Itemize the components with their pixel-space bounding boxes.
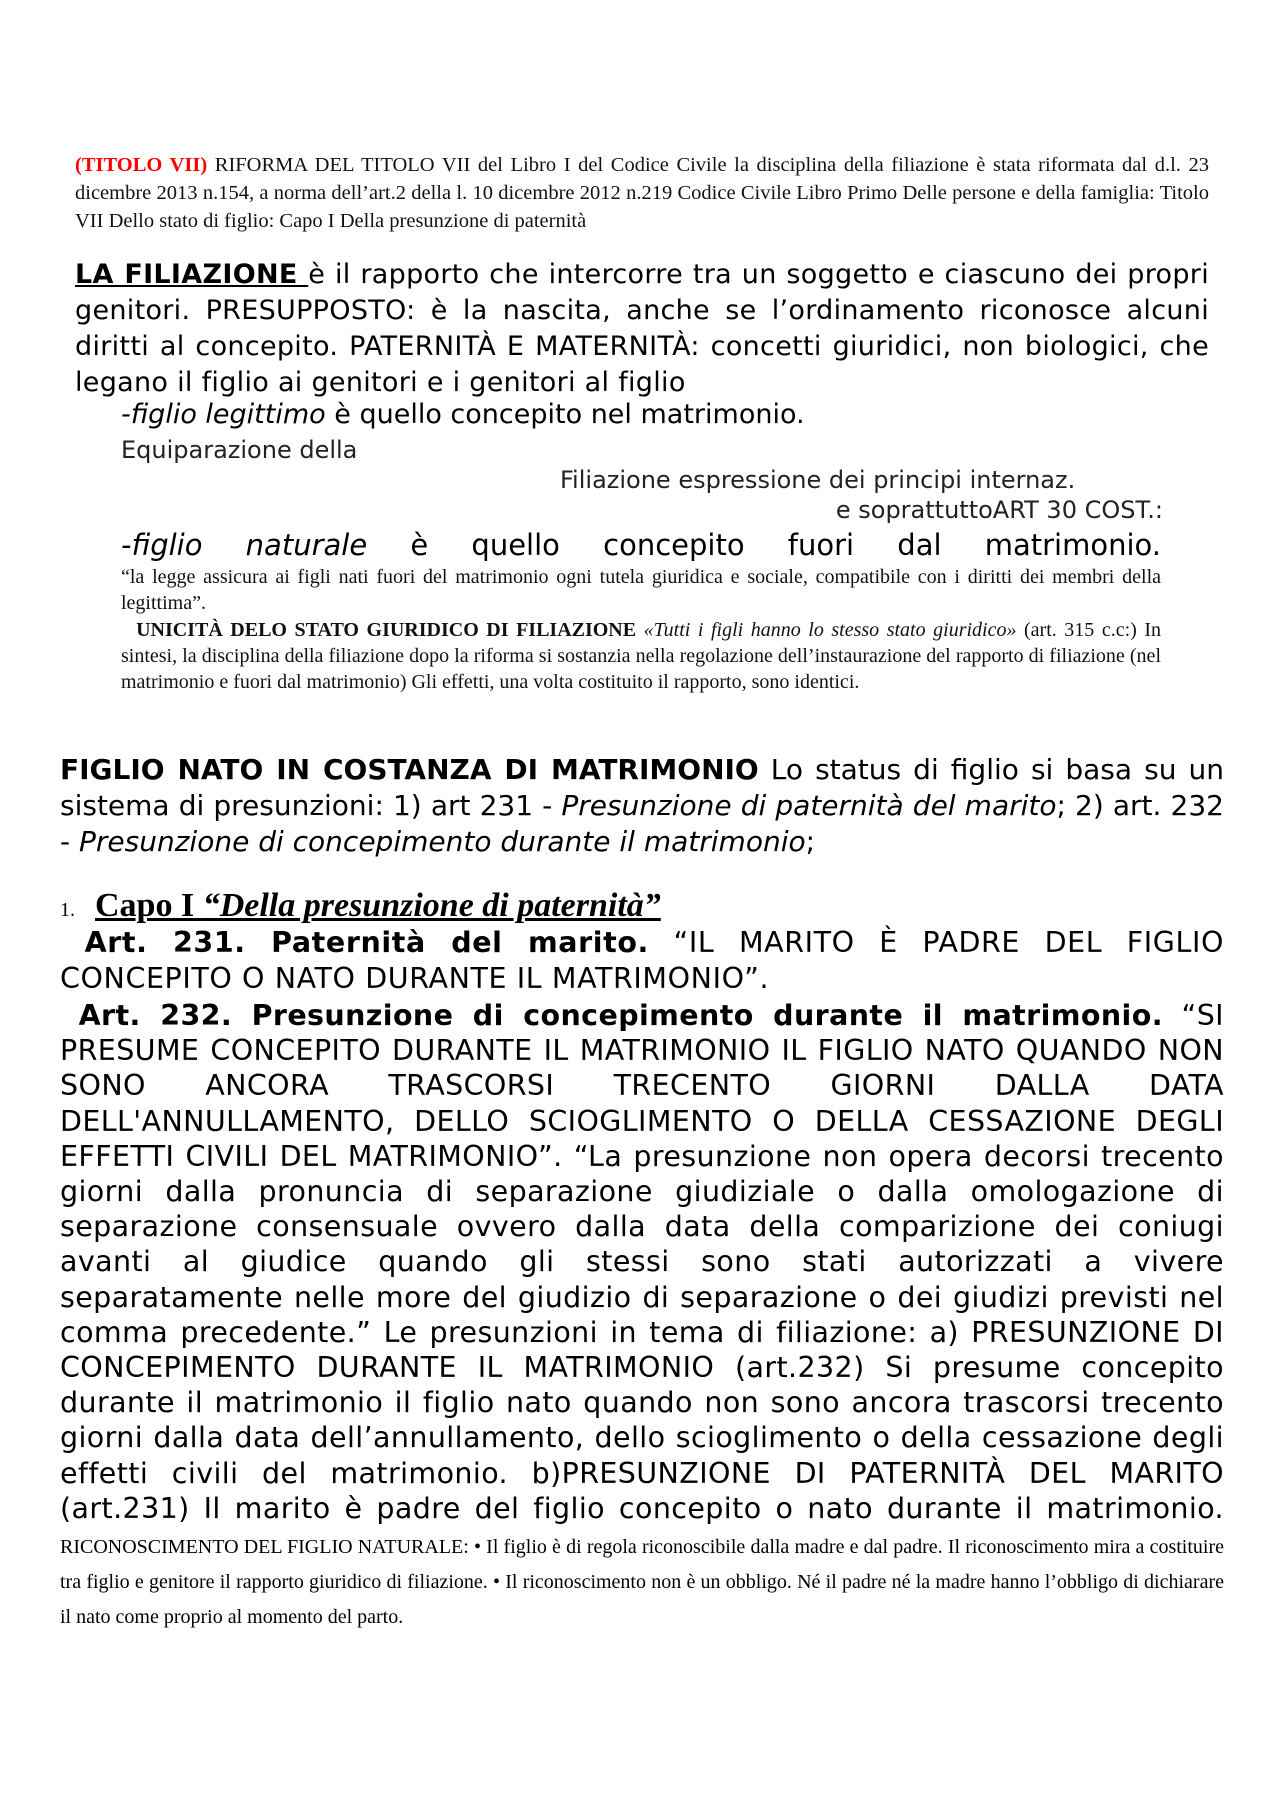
figlio-legittimo-text: è quello concepito nel matrimonio. — [325, 399, 805, 430]
filiazione-heading: LA FILIAZIONE — [75, 259, 309, 290]
riconoscimento-text: RICONOSCIMENTO DEL FIGLIO NATURALE: • Il figlio è di regola riconoscibile dalla madre e dal padre. Il riconoscimento mira a costituire tra figlio e genitore il rapporto giuridico di filiazione. • Il riconoscimento non è un obbligo. Né il padre né la madre hanno l’obbligo di dichiarare il nato come proprio al momento del parto. — [60, 1536, 1224, 1629]
unicita-text: (art. 315 c.c:) In sintesi, la disciplina della filiazione dopo la riforma si sostanzia nella regolazione dell’instaurazione del rapporto di filiazione (nel matrimonio e fuori dal matrimonio) Gli effetti, una volta costituito il rapporto, sono identici. — [121, 619, 1162, 693]
unicita-quote: «Tutti i figli hanno lo stesso stato giuridico» — [643, 619, 1017, 641]
unicita-paragraph — [121, 617, 1161, 695]
figlio-legittimo-line — [121, 397, 1121, 433]
figlio-naturale-term: -figlio naturale — [121, 528, 368, 562]
art232-heading: Art. 232. Presunzione di concepimento durante il matrimonio. — [78, 999, 1163, 1032]
costanza-italic1: Presunzione di paternità del marito — [561, 789, 1057, 822]
capo-title — [95, 887, 661, 924]
costanza-italic2: Presunzione di concepimento durante il matrimonio — [79, 825, 806, 858]
filiazione-internaz-line2: e soprattuttoART 30 COST.: — [835, 496, 1163, 524]
art232-paragraph — [60, 998, 1224, 1632]
capo-number: 1. — [60, 899, 75, 921]
costanza-text1: Lo status di figlio si basa su un sistema di presunzioni: 1) art 231 - — [60, 753, 1224, 822]
costanza-paragraph — [60, 752, 1224, 860]
capo-title-italic: “Della presunzione di paternità” — [202, 887, 661, 924]
titolo-ref: (TITOLO VII) — [75, 154, 208, 176]
costanza-text2: ; 2) art. 232 - — [60, 789, 1224, 858]
art231-paragraph — [60, 925, 1224, 997]
capo-label: Capo I — [95, 887, 203, 924]
intro-text: RIFORMA DEL TITOLO VII del Libro I del Codice Civile la disciplina della filiazione è stata riformata dal d.l. 23 dicembre 2013 n.154, a norma dell’art.2 della l. 10 dicembre 2012 n.219 Codice Civile Libro Primo Delle persone e della famiglia: Titolo VII Dello stato di figlio: Capo I Della presunzione di paternità — [75, 154, 1209, 232]
figlio-legittimo-term: -figlio legittimo — [121, 399, 326, 430]
filiazione-internaz-line1: Filiazione espressione dei principi internaz. — [560, 466, 1076, 494]
art231-heading: Art. 231. Paternità del marito. — [84, 926, 649, 959]
figlio-naturale-text: è quello concepito fuori dal matrimonio. — [367, 528, 1161, 562]
costanza-text3: ; — [805, 825, 816, 858]
art232-text: “SI PRESUME CONCEPITO DURANTE IL MATRIMONIO IL FIGLIO NATO QUANDO NON SONO ANCORA TRASCORSI TRECENTO GIORNI DALLA DATA DELL'ANNULLAMENTO, DELLO SCIOGLIMENTO O DELLA CESSAZIONE DEGLI EFFETTI CIVILI DEL MATRIMONIO”. “La presunzione non opera decorsi trecento giorni dalla pronuncia di separazione giudiziale o dalla omologazione di separazione consensuale ovvero dalla data della comparizione dei coniugi avanti al giudice quando gli stessi sono stati autorizzati a vivere separatamente nelle more del giudizio di separazione o dei giudizi previsti nel comma precedente.” Le presunzioni in tema di filiazione: a) PRESUNZIONE DI CONCEPIMENTO DURANTE IL MATRIMONIO (art.232) Si presume concepito durante il matrimonio il figlio nato quando non sono ancora trascorsi trecento giorni dalla data dell’annullamento, dello scioglimento o della cessazione degli effetti civili del matrimonio. b)PRESUNZIONE DI PATERNITÀ DEL MARITO (art.231) Il marito è padre del figlio concepito o nato durante il matrimonio. — [60, 999, 1224, 1525]
legge-quote: “la legge assicura ai figli nati fuori del matrimonio ogni tutela giuridica e sociale, compatibile con i diritti dei membri della legittima”. — [121, 566, 1161, 614]
figlio-naturale-line — [121, 527, 1161, 563]
equiparazione-line: Equiparazione della — [121, 436, 358, 464]
intro-paragraph — [75, 151, 1209, 235]
unicita-heading: UNICITÀ DELO STATO GIURIDICO DI FILIAZIONE — [136, 619, 637, 641]
filiazione-text: è il rapporto che intercorre tra un soggetto e ciascuno dei propri genitori. PRESUPPOSTO: è la nascita, anche se l’ordinamento riconosce alcuni diritti al concepito. PATERNITÀ E MATERNITÀ: concetti giuridici, non biologici, che legano il figlio ai genitori e i genitori al figlio — [75, 259, 1210, 398]
costanza-heading: FIGLIO NATO IN COSTANZA DI MATRIMONIO — [60, 753, 759, 786]
filiazione-paragraph — [75, 257, 1209, 401]
art231-text: “IL MARITO È PADRE DEL FIGLIO CONCEPITO O NATO DURANTE IL MATRIMONIO”. — [60, 926, 1224, 995]
